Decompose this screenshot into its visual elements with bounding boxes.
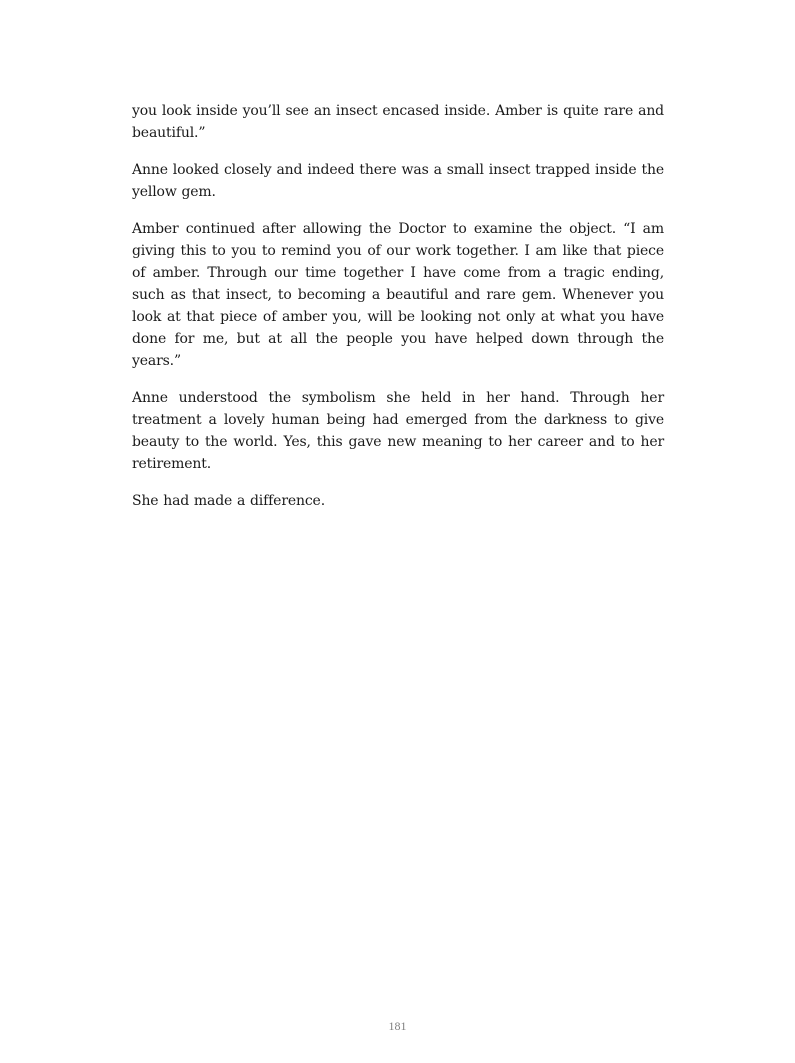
paragraph-2: Anne looked closely and indeed there was a small insect trapped inside the yellow gem. (132, 162, 664, 200)
page-number: 181 (388, 1019, 407, 1033)
paragraph-4: Anne understood the symbolism she held in her hand. Through her treatment a lovely human being had emerged from the darkness to give beauty to the world. Yes, this gave new meaning to her career and to her retirement. (132, 390, 664, 472)
paragraph-3: Amber continued after allowing the Doctor to examine the object. “I am giving this to you to remind you of our work together. I am like that piece of amber. Through our time together I have come from a tragic ending, such as that insect, to becoming a beautiful and rare gem. Whenever you look at that piece of amber you, will be looking not only at what you have done for me, but at all the people you have helped down through the years.” (132, 221, 664, 369)
paragraph-1: you look inside you’ll see an insect encased inside. Amber is quite rare and beautiful.” (132, 103, 664, 141)
body-text (132, 100, 664, 527)
paragraph-5: She had made a difference. (132, 493, 325, 509)
